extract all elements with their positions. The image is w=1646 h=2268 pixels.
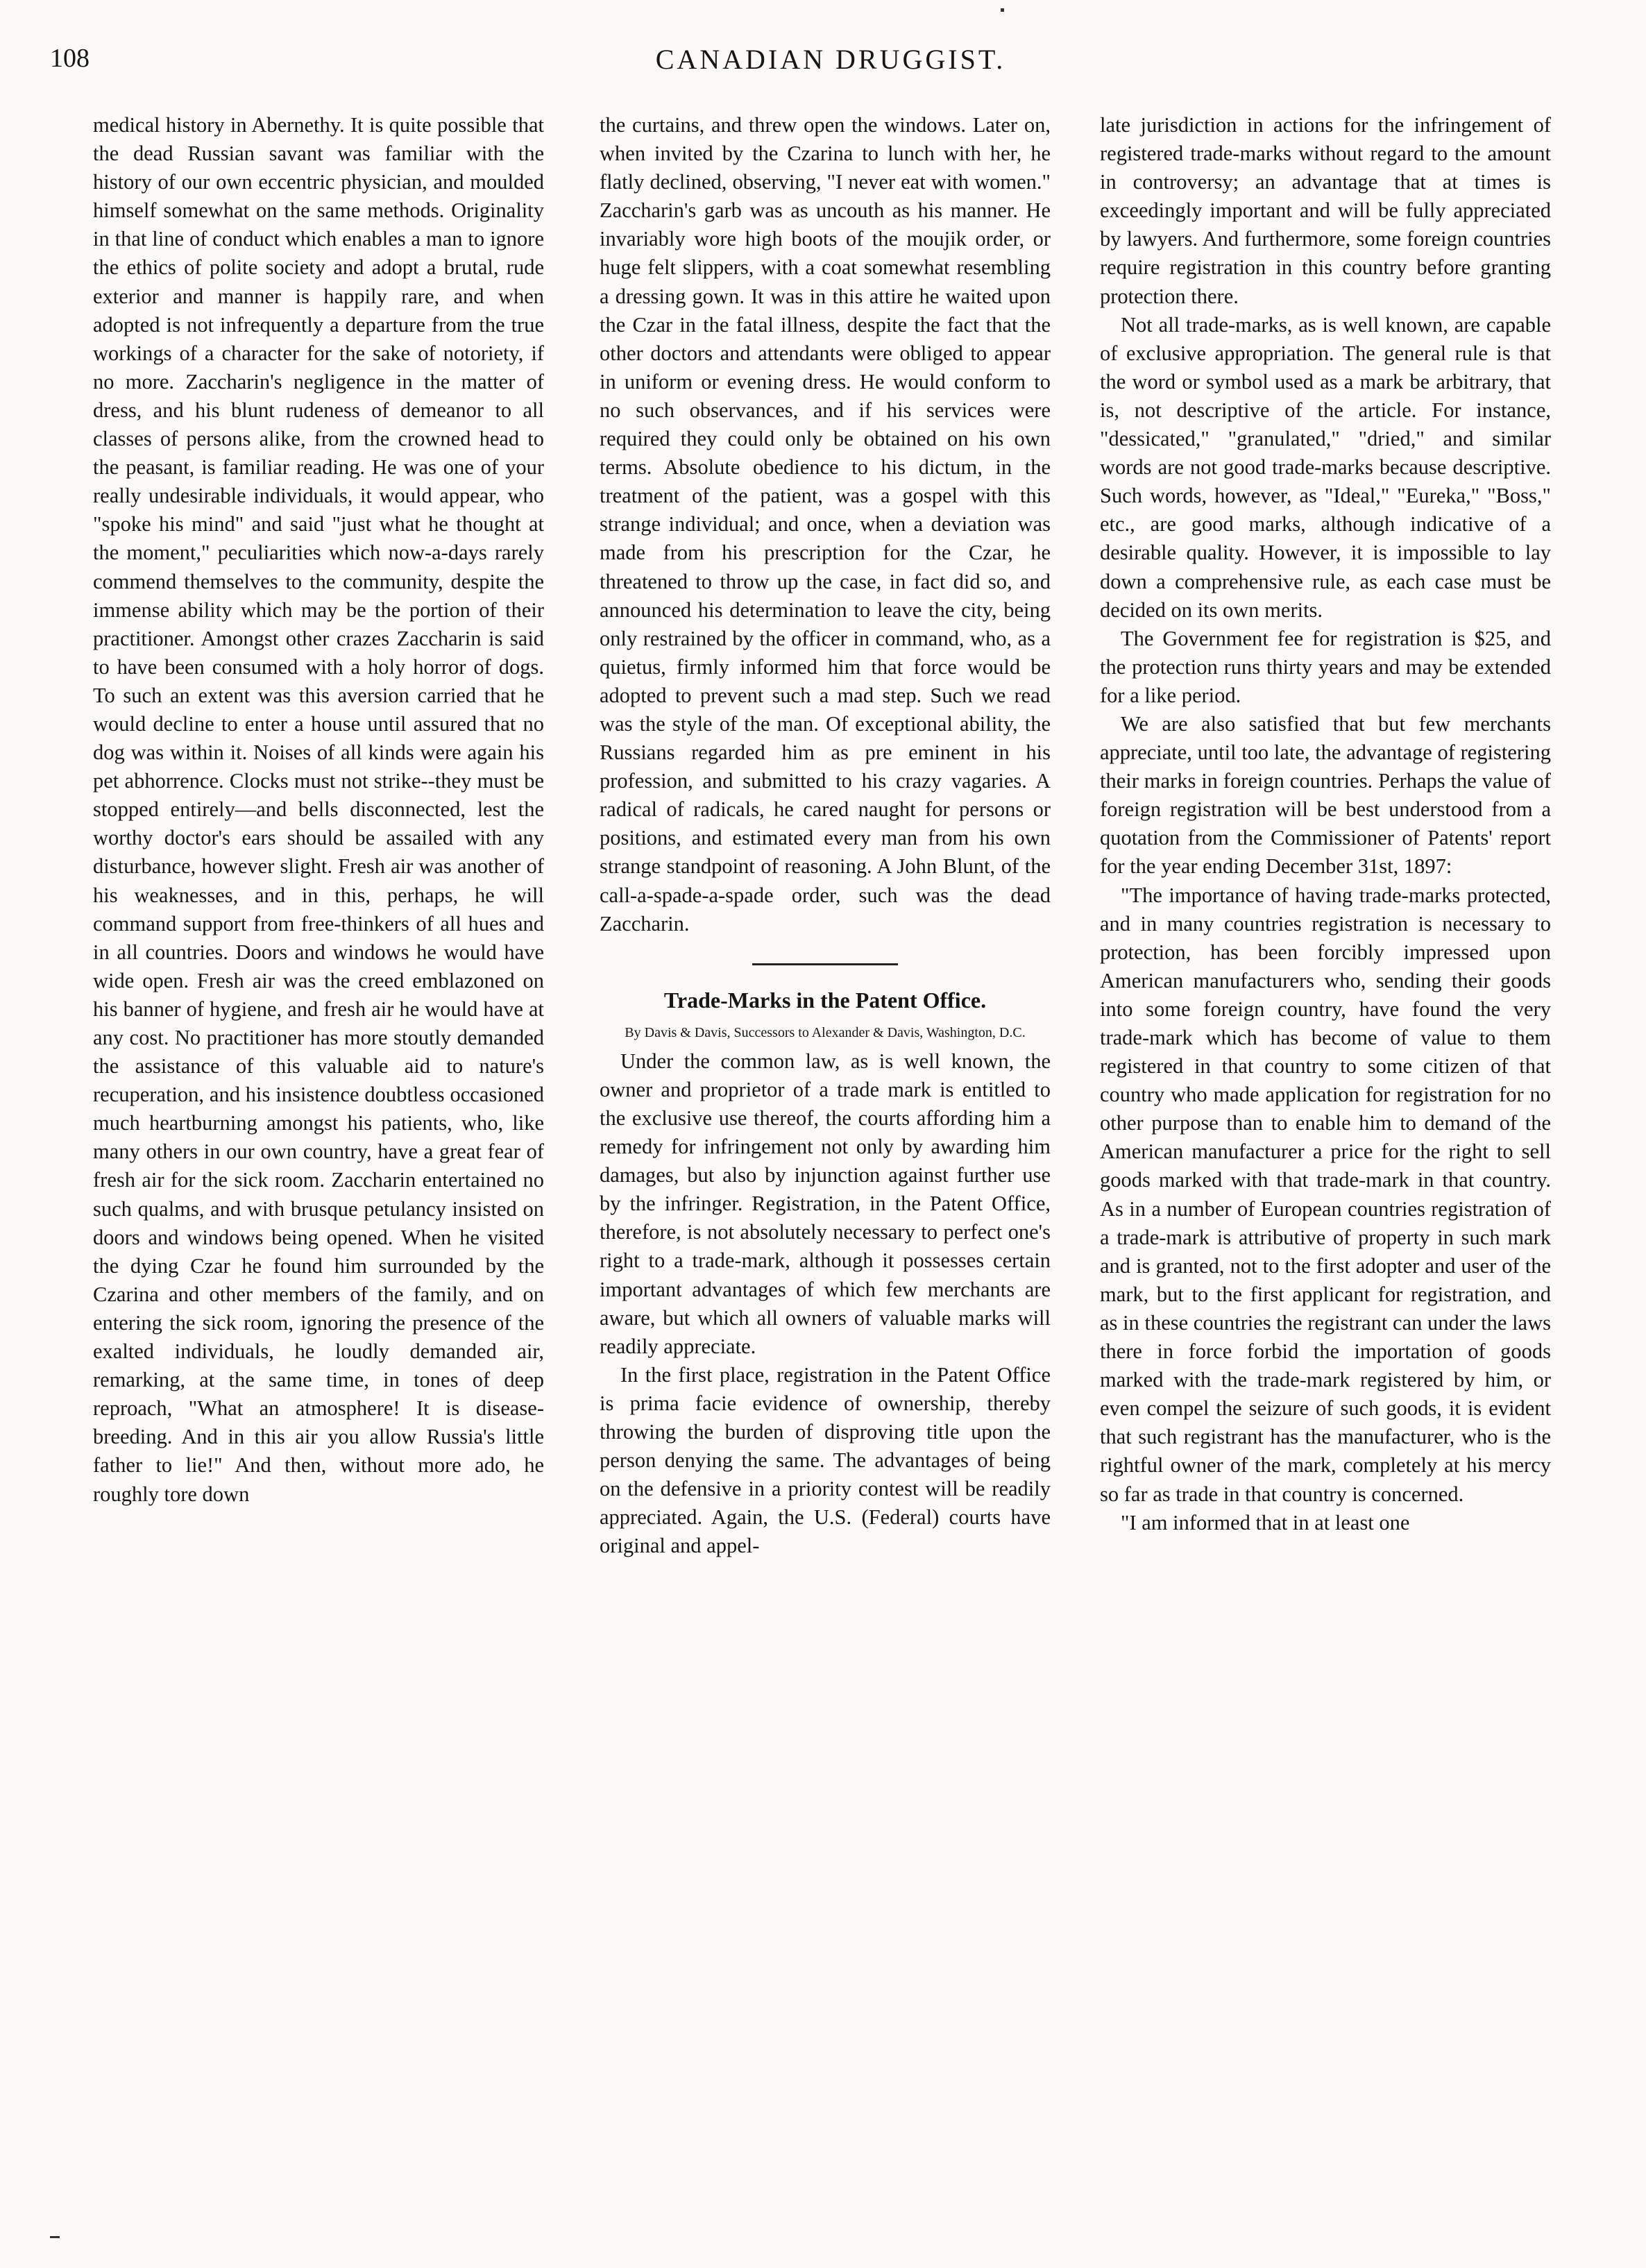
paragraph: the curtains, and threw open the windows. Later on, when invited by the Czarina to lunch with her, he flatly declined, observing, "I never eat with women." Zaccharin's garb was as uncouth as his manner. He invariably wore high boots of the moujik order, or huge felt slippers, with a coat somewhat resembling a dressing gown. It was in this attire he waited upon the Czar in the fatal illness, despite the fact that the other doctors and attendants were obliged to appear in uniform or evening dress. He would conform to no such observances, and if his services were required they could only be obtained on his own terms. Absolute obedience to his dictum, in the treatment of the patient, was a gospel with this strange individual; and once, when a deviation was made from his prescription for the Czar, he threatened to throw up the case, in fact did so, and announced his determination to leave the city, being only restrained by the officer in command, who, as a quietus, firmly informed him that force would be adopted to prevent such a mad step. Such we read was the style of the man. Of exceptional ability, the Russians regarded him as pre eminent in his profession, and submitted to his crazy vagaries. A radical of radicals, he cared naught for persons or positions, and estimated every man from his own strange standpoint of reasoning. A John Blunt, of the call-a-spade-a-spade order, such was the dead Zaccharin.	[600, 113, 1051, 936]
page-header	[50, 43, 1611, 92]
column-3	[1100, 111, 1551, 1537]
paragraph: The Government fee for registration is $25, and the protection runs thirty years and may be extended for a like period.	[1100, 626, 1551, 707]
paragraph: Under the common law, as is well known, the owner and proprietor of a trade mark is entitled to the exclusive use thereof, the courts affording him a remedy for infringement not only by awarding him damages, but also by injunction against further use by the infringer. Registration, in the Patent Office, therefore, is not absolutely necessary to perfect one's right to a trade-mark, although it possesses certain important advantages of which few merchants are aware, but which all owners of valuable marks will readily appreciate.	[600, 1049, 1051, 1358]
paragraph: "The importance of having trade-marks protected, and in many countries registration is necessary to protection, has been forcibly impressed upon American manufacturers who, sending their goods into some foreign country, have found the very trade-mark which has become of value to them registered in that country to some citizen of that country who made application for registration for no other purpose than to enable him to demand of the American manufacturer a price for the right to sell goods marked with that trade-mark in that country. As in a number of European countries registration of a trade-mark is attributive of property in such mark and is granted, not to the first adopter and user of the mark, but to the first applicant for registration, and as in these countries the registrant can under the laws there in force forbid the importation of goods marked with the trade-mark registered by him, or even compel the seizure of such goods, it is evident that such registrant has the manufacturer, who is the rightful owner of the mark, completely at his mercy so far as trade in that country is concerned.	[1100, 883, 1551, 1506]
column-1	[93, 111, 544, 1509]
paragraph: Not all trade-marks, as is well known, are capable of exclusive appropriation. The general rule is that the word or symbol used as a mark be arbitrary, that is, not descriptive of the article. For instance, "dessicated," "granulated," "dried," and similar words are not good trade-marks because descriptive. Such words, however, as "Ideal," "Eureka," "Boss," etc., are good marks, although indicative of a desirable quality. However, it is impossible to lay down a comprehensive rule, as each case must be decided on its own merits.	[1100, 312, 1551, 622]
article-byline: By Davis & Davis, Successors to Alexander & Davis, Washington, D.C.	[625, 1024, 1026, 1040]
column-2	[600, 111, 1051, 1561]
paragraph: We are also satisfied that but few merchants appreciate, until too late, the advantage of registering their marks in foreign countries. Perhaps the value of foreign registration will be best understood from a quotation from the Commissioner of Patents' report for the year ending December 31st, 1897:	[1100, 711, 1551, 879]
journal-title: CANADIAN DRUGGIST.	[655, 44, 1006, 75]
print-mark	[50, 2236, 60, 2238]
article-title: Trade-Marks in the Patent Office.	[663, 987, 987, 1013]
paragraph: "I am informed that in at least one	[1121, 1510, 1410, 1534]
section-divider	[752, 963, 898, 965]
page-number: 108	[50, 44, 90, 73]
paragraph: medical history in Abernethy. It is quite possible that the dead Russian savant was familiar with the history of our own eccentric physician, and moulded himself somewhat on the same methods. Originality in that line of conduct which enables a man to ignore the ethics of polite society and adopt a brutal, rude exterior and manner is happily rare, and when adopted is not infrequently a departure from the true workings of a character for the sake of notoriety, if no more. Zaccharin's negligence in the matter of dress, and his blunt rudeness of demeanor to all classes of persons alike, from the crowned head to the peasant, is familiar reading. He was one of your really undesirable individuals, it would appear, who "spoke his mind" and said "just what he thought at the moment," peculiarities which now-a-days rarely commend themselves to the community, despite the immense ability which may be the portion of their practitioner. Amongst other crazes Zaccharin is said to have been consumed with a holy horror of dogs. To such an extent was this aversion carried that he would decline to enter a house until assured that no dog was within it. Noises of all kinds were again his pet abhorrence. Clocks must not strike--they must be stopped entirely—and bells disconnected, lest the worthy doctor's ears should be assailed with any disturbance, however slight. Fresh air was another of his weaknesses, and in this, perhaps, he will command support from free-thinkers of all hues and in all countries. Doors and windows he would have wide open. Fresh air was the creed emblazoned on his banner of hygiene, and fresh air he would have at any cost. No practitioner has more stoutly demanded the assistance of this valuable aid to nature's recuperation, and his insistence doubtless occasioned much heartburning amongst his patients, who, like many others in our own country, have a great fear of fresh air for the sick room. Zaccharin entertained no such qualms, and with brusque petulancy insisted on doors and windows being opened. When he visited the dying Czar he found him surrounded by the Czarina and other members of the family, and on entering the sick room, ignoring the presence of the exalted individuals, he loudly demanded air, remarking, at the same time, in tones of deep reproach, "What an atmosphere! It is disease-breeding. And in this air you allow Russia's little father to lie!" And then, without more ado, he roughly tore down	[93, 113, 544, 1506]
paragraph: In the first place, registration in the Patent Office is prima facie evidence of ownership, thereby throwing the burden of disproving title upon the person denying the same. The advantages of being on the defensive in a priority contest will be readily appreciated. Again, the U.S. (Federal) courts have original and appel-	[600, 1362, 1051, 1558]
print-mark	[1001, 8, 1004, 12]
paragraph: late jurisdiction in actions for the infringement of registered trade-marks without regard to the amount in controversy; an advantage that at times is exceedingly important and will be fully appreciated by lawyers. And furthermore, some foreign countries require registration in this country before granting protection there.	[1100, 113, 1551, 308]
